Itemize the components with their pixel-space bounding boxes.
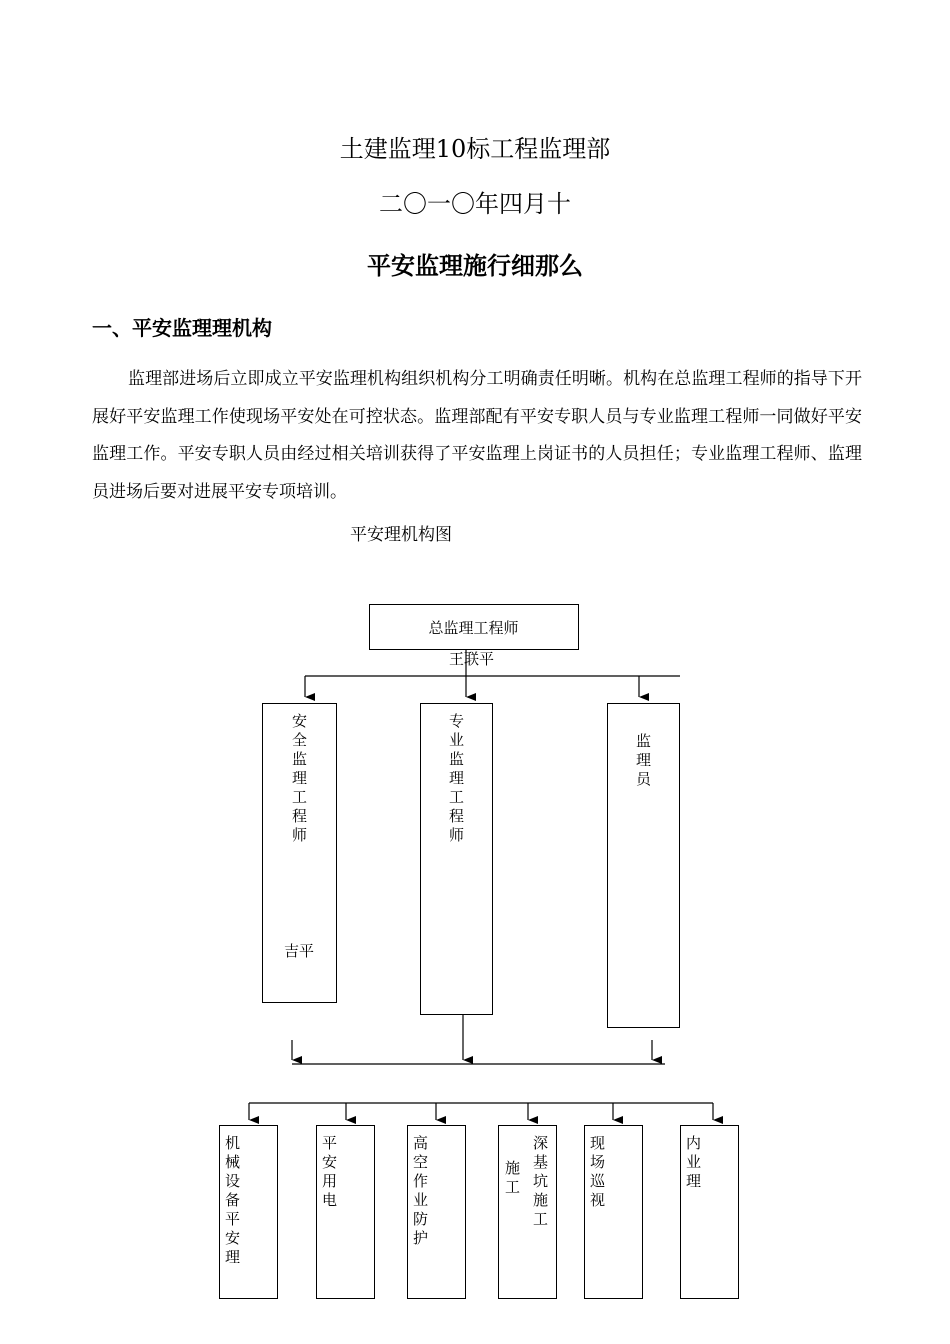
deep-pit-extra-label: 施工 (505, 1159, 521, 1196)
specialty-engineer-box (420, 703, 493, 1015)
section-heading: 一、平安监理理机构 (92, 316, 272, 340)
supervisor-title: 监理员 (636, 732, 652, 788)
office-work-label: 内业理 (686, 1134, 702, 1190)
electrical-safety-box (316, 1125, 375, 1299)
chief-engineer-title: 总监理工程师 (428, 619, 519, 637)
site-patrol-box (584, 1125, 643, 1299)
machinery-safety-label: 机械设备平安理 (225, 1134, 241, 1266)
specialty-engineer-title: 专业监理工程师 (449, 712, 465, 844)
safety-engineer-box (262, 703, 337, 1003)
machinery-safety-box (219, 1125, 278, 1299)
document-title: 平安监理施行细那么 (367, 251, 583, 280)
office-work-box (680, 1125, 739, 1299)
safety-engineer-name: 吉平 (284, 942, 315, 960)
chief-engineer-name: 王联平 (449, 650, 495, 668)
org-chart-caption: 平安理机构图 (350, 525, 452, 545)
body-paragraph: 监理部进场后立即成立平安监理机构组织机构分工明确责任明晰。机构在总监理工程师的指导下开展好平安监理工作使现场平安处在可控状态。监理部配有平安专职人员与专业监理工程师一同做好平安监理工作。平安专职人员由经过相关培训获得了平安监理上岗证书的人员担任；专业监理工程师、监理员进场后要对进展平安专项培训。 (92, 369, 862, 502)
supervisor-box (607, 703, 680, 1028)
height-work-label: 高空作业防护 (413, 1134, 429, 1247)
deep-pit-label: 深基坑施工 (533, 1134, 549, 1228)
chief-engineer-box (369, 604, 579, 650)
deep-pit-box (498, 1125, 557, 1299)
site-patrol-label: 现场巡视 (590, 1134, 606, 1209)
electrical-safety-label: 平安用电 (322, 1134, 338, 1209)
safety-engineer-title: 安全监理工程师 (292, 712, 308, 844)
organization-name: 土建监理10标工程监理部 (339, 135, 611, 163)
height-work-box (407, 1125, 466, 1299)
document-date: 二〇一〇年四月十 (379, 190, 571, 218)
